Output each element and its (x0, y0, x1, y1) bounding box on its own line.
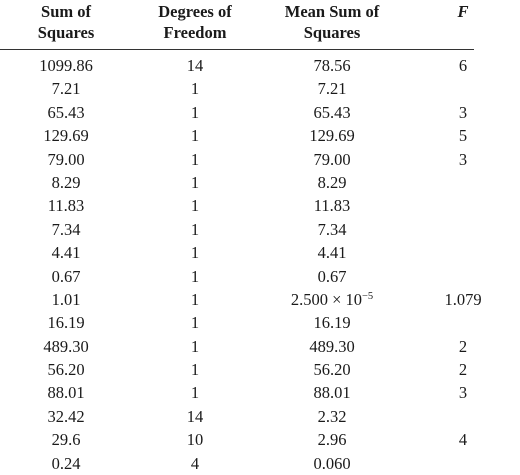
cell-mean-sum-of-squares (268, 101, 396, 124)
cell-mean-sum-of-squares-value: 129.69 (309, 126, 355, 146)
cell-sum-of-squares (10, 428, 122, 451)
table-row (0, 77, 520, 100)
cell-degrees-of-freedom (148, 171, 242, 194)
cell-mean-sum-of-squares-value: 79.00 (313, 149, 351, 169)
cell-degrees-of-freedom-value: 1 (190, 360, 200, 380)
cell-f-value-value: 4 (458, 430, 468, 450)
cell-mean-sum-of-squares-value: 8.29 (317, 172, 347, 192)
cell-mean-sum-of-squares (268, 77, 396, 100)
header-f-value-line1: F (457, 2, 469, 21)
table-row (0, 124, 520, 147)
cell-f-value (418, 101, 508, 124)
cell-sum-of-squares-value: 489.30 (43, 336, 89, 356)
cell-degrees-of-freedom-value: 1 (190, 336, 200, 356)
cell-sum-of-squares-value: 4.41 (51, 243, 81, 263)
table-row (0, 335, 520, 358)
cell-mean-sum-of-squares-value: 56.20 (313, 360, 351, 380)
cell-sum-of-squares (10, 194, 122, 217)
cell-degrees-of-freedom-value: 4 (190, 453, 200, 473)
cell-mean-sum-of-squares (268, 358, 396, 381)
cell-sum-of-squares-value: 1.01 (51, 289, 81, 309)
cell-sum-of-squares (10, 218, 122, 241)
cell-mean-sum-of-squares (268, 428, 396, 451)
cell-sum-of-squares-value: 88.01 (47, 383, 85, 403)
cell-mean-sum-of-squares-value: 88.01 (313, 383, 351, 403)
header-degrees-of-freedom (140, 1, 250, 43)
cell-degrees-of-freedom (148, 358, 242, 381)
cell-mean-sum-of-squares (268, 148, 396, 171)
cell-degrees-of-freedom-value: 1 (190, 219, 200, 239)
cell-mean-sum-of-squares-value: 2.500 × 10 (290, 289, 362, 309)
cell-mean-sum-of-squares-value: 65.43 (313, 102, 351, 122)
table-row (0, 148, 520, 171)
cell-sum-of-squares (10, 241, 122, 264)
cell-degrees-of-freedom-value: 1 (190, 313, 200, 333)
cell-f-value (418, 54, 508, 77)
header-rule (0, 49, 474, 50)
cell-degrees-of-freedom-value: 1 (190, 266, 200, 286)
cell-sum-of-squares (10, 77, 122, 100)
header-degrees-of-freedom-line1: Degrees of (158, 2, 232, 21)
cell-f-value-value: 6 (458, 56, 468, 75)
cell-mean-sum-of-squares-value: 16.19 (313, 313, 351, 333)
cell-f-value (418, 124, 508, 147)
cell-sum-of-squares-value: 129.69 (43, 126, 89, 146)
table-row (0, 194, 520, 217)
cell-mean-sum-of-squares-value: 0.67 (317, 266, 347, 286)
cell-degrees-of-freedom (148, 381, 242, 404)
cell-mean-sum-of-squares (268, 194, 396, 217)
cell-sum-of-squares-value: 29.6 (51, 430, 81, 450)
cell-degrees-of-freedom-value: 1 (190, 196, 200, 216)
cell-degrees-of-freedom (148, 124, 242, 147)
cell-degrees-of-freedom (148, 218, 242, 241)
cell-sum-of-squares-value: 11.83 (47, 196, 85, 216)
cell-mean-sum-of-squares (268, 218, 396, 241)
cell-mean-sum-of-squares (268, 265, 396, 288)
cell-f-value-value: 3 (458, 102, 468, 122)
table-row (0, 218, 520, 241)
cell-degrees-of-freedom-value: 1 (190, 172, 200, 192)
header-mean-sum-of-squares-line1: Mean Sum of (284, 2, 380, 21)
cell-sum-of-squares (10, 288, 122, 311)
cell-mean-sum-of-squares (268, 335, 396, 358)
cell-f-value-value: 2 (458, 336, 468, 356)
cell-mean-sum-of-squares-value: 2.96 (317, 430, 347, 450)
cell-mean-sum-of-squares-value: 489.30 (309, 336, 355, 356)
cell-sum-of-squares-value: 16.19 (47, 313, 85, 333)
cell-f-value (418, 335, 508, 358)
cell-degrees-of-freedom (148, 428, 242, 451)
table-row (0, 452, 520, 475)
table-row (0, 428, 520, 451)
cell-f-value-value: 5 (458, 126, 468, 146)
cell-sum-of-squares-value: 0.24 (51, 453, 81, 473)
cell-mean-sum-of-squares (268, 241, 396, 264)
cell-degrees-of-freedom-value: 10 (186, 430, 204, 450)
cell-sum-of-squares (10, 311, 122, 334)
cell-mean-sum-of-squares-value: 78.56 (313, 56, 351, 75)
table-row (0, 241, 520, 264)
cell-mean-sum-of-squares-value: 4.41 (317, 243, 347, 263)
cell-sum-of-squares (10, 101, 122, 124)
cell-f-value-value: 3 (458, 383, 468, 403)
cell-f-value (418, 288, 508, 311)
cell-sum-of-squares (10, 405, 122, 428)
header-mean-sum-of-squares (262, 1, 402, 43)
header-sum-of-squares-line1: Sum of (41, 2, 91, 21)
cell-degrees-of-freedom (148, 77, 242, 100)
table-row (0, 54, 520, 77)
cell-mean-sum-of-squares-value: 2.32 (317, 406, 347, 426)
cell-degrees-of-freedom-value: 1 (190, 126, 200, 146)
table-row (0, 101, 520, 124)
cell-sum-of-squares-value: 7.34 (51, 219, 81, 239)
cell-sum-of-squares (10, 358, 122, 381)
table-body (0, 54, 520, 475)
cell-sum-of-squares-value: 79.00 (47, 149, 85, 169)
cell-degrees-of-freedom-value: 1 (190, 289, 200, 309)
cell-mean-sum-of-squares (268, 381, 396, 404)
cell-degrees-of-freedom-value: 1 (190, 243, 200, 263)
header-sum-of-squares (10, 1, 122, 43)
cell-sum-of-squares (10, 171, 122, 194)
cell-degrees-of-freedom-value: 1 (190, 383, 200, 403)
cell-sum-of-squares-value: 0.67 (51, 266, 81, 286)
cell-degrees-of-freedom (148, 265, 242, 288)
table-row (0, 358, 520, 381)
cell-degrees-of-freedom (148, 148, 242, 171)
header-mean-sum-of-squares-line2: Squares (303, 23, 361, 42)
table-row (0, 171, 520, 194)
cell-degrees-of-freedom (148, 288, 242, 311)
cell-mean-sum-of-squares (268, 124, 396, 147)
cell-f-value (418, 428, 508, 451)
cell-degrees-of-freedom (148, 101, 242, 124)
cell-mean-sum-of-squares-value: 0.060 (313, 453, 351, 473)
header-sum-of-squares-line2: Squares (37, 23, 95, 42)
cell-sum-of-squares-value: 65.43 (47, 102, 85, 122)
cell-mean-sum-of-squares (268, 54, 396, 77)
cell-mean-sum-of-squares (268, 405, 396, 428)
cell-degrees-of-freedom (148, 311, 242, 334)
cell-f-value-value: 2 (458, 360, 468, 380)
cell-degrees-of-freedom (148, 405, 242, 428)
cell-degrees-of-freedom (148, 452, 242, 475)
cell-f-value (418, 381, 508, 404)
cell-f-value-value: 3 (458, 149, 468, 169)
cell-degrees-of-freedom (148, 335, 242, 358)
cell-mean-sum-of-squares-value: 7.34 (317, 219, 347, 239)
cell-degrees-of-freedom-value: 1 (190, 102, 200, 122)
table-header (0, 0, 520, 50)
cell-degrees-of-freedom-value: 14 (186, 56, 204, 75)
cell-sum-of-squares-value: 56.20 (47, 360, 85, 380)
cell-mean-sum-of-squares-exponent: −5 (362, 290, 374, 302)
cell-sum-of-squares (10, 124, 122, 147)
cell-mean-sum-of-squares (268, 452, 396, 475)
cell-mean-sum-of-squares-value: 7.21 (317, 79, 347, 99)
cell-sum-of-squares (10, 265, 122, 288)
cell-sum-of-squares-value: 7.21 (51, 79, 81, 99)
cell-degrees-of-freedom (148, 194, 242, 217)
header-f-value (418, 1, 508, 22)
cell-mean-sum-of-squares (268, 171, 396, 194)
cell-degrees-of-freedom (148, 54, 242, 77)
cell-sum-of-squares-value: 32.42 (47, 406, 85, 426)
cell-f-value-value: 1.079 (444, 289, 482, 309)
cell-degrees-of-freedom-value: 1 (190, 79, 200, 99)
cell-f-value (418, 148, 508, 171)
cell-sum-of-squares-value: 8.29 (51, 172, 81, 192)
table-row (0, 381, 520, 404)
cell-sum-of-squares (10, 148, 122, 171)
cell-sum-of-squares-value: 1099.86 (39, 56, 93, 75)
cell-mean-sum-of-squares-value: 11.83 (313, 196, 351, 216)
cell-sum-of-squares (10, 54, 122, 77)
table-row (0, 288, 520, 311)
header-degrees-of-freedom-line2: Freedom (163, 23, 227, 42)
cell-degrees-of-freedom (148, 241, 242, 264)
cell-mean-sum-of-squares (268, 311, 396, 334)
cell-sum-of-squares (10, 381, 122, 404)
cell-sum-of-squares (10, 335, 122, 358)
table-row (0, 311, 520, 334)
cell-f-value (418, 358, 508, 381)
cell-degrees-of-freedom-value: 1 (190, 149, 200, 169)
cell-degrees-of-freedom-value: 14 (186, 406, 204, 426)
table-row (0, 405, 520, 428)
table-row (0, 265, 520, 288)
cell-sum-of-squares (10, 452, 122, 475)
